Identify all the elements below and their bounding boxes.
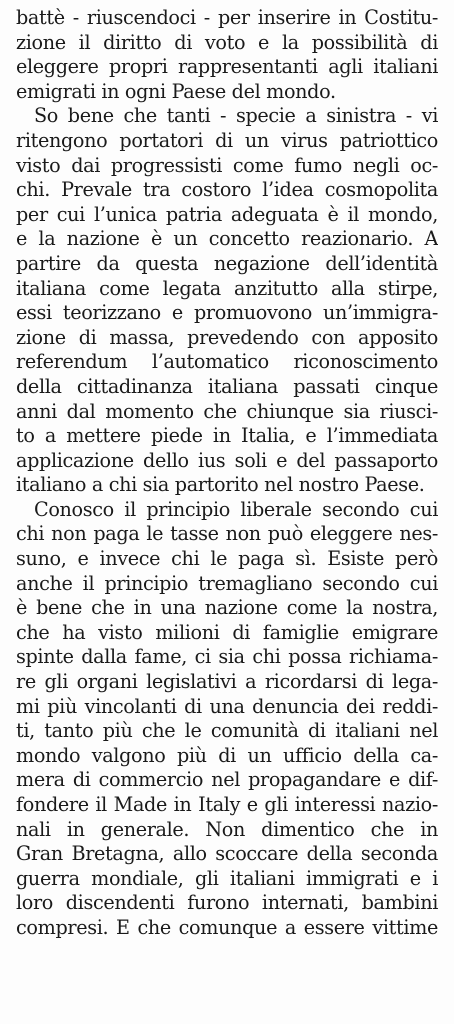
- text-line: della cittadinanza italiana passati cinque: [16, 374, 438, 398]
- article-column: [16, 6, 438, 941]
- text-line: spinte dalla fame, ci sia chi possa richiama-: [16, 645, 438, 669]
- text-line: Gran Bretagna, allo scoccare della seconda: [16, 842, 438, 866]
- text-line: mondo valgono più di un ufficio della ca-: [16, 743, 438, 767]
- text-line: zione di massa, prevedendo con apposito: [16, 325, 438, 349]
- text-line: ti, tanto più che le comunità di italiani nel: [16, 719, 438, 743]
- text-line: loro discendenti furono internati, bambini: [16, 891, 438, 915]
- text-line: suno, e invece chi le paga sì. Esiste però: [16, 547, 438, 571]
- text-line: partire da questa negazione dell’identità: [16, 251, 438, 275]
- text-line: visto dai progressisti come fumo negli oc-: [16, 153, 438, 177]
- text-line: applicazione dello ius soli e del passaporto: [16, 448, 438, 472]
- text-line: anche il principio tremagliano secondo cui: [16, 571, 438, 595]
- text-line: è bene che in una nazione come la nostra,: [16, 596, 438, 620]
- text-line: eleggere propri rappresentanti agli italiani: [16, 55, 438, 79]
- text-line: to a mettere piede in Italia, e l’immediata: [16, 424, 438, 448]
- text-line: Conosco il principio liberale secondo cui: [34, 497, 438, 521]
- text-line: essi teorizzano e promuovono un’immigra-: [16, 301, 438, 325]
- text-line: chi. Prevale tra costoro l’idea cosmopolita: [16, 178, 438, 202]
- paragraph-3: [16, 498, 438, 941]
- paragraph-1: [16, 6, 438, 104]
- text-line: nali in generale. Non dimentico che in: [16, 817, 438, 841]
- text-line: mera di commercio nel propagandare e dif-: [16, 768, 438, 792]
- text-line: emigrati in ogni Paese del mondo.: [16, 79, 336, 103]
- text-line: zione il diritto di voto e la possibilità di: [16, 30, 438, 54]
- text-line: So bene che tanti - specie a sinistra - vi: [34, 104, 438, 128]
- text-line: per cui l’unica patria adeguata è il mondo,: [16, 202, 438, 226]
- text-line: chi non paga le tasse non può eleggere nes-: [16, 522, 438, 546]
- text-line: re gli organi legislativi a ricordarsi di lega-: [16, 670, 438, 694]
- text-line: battè - riuscendoci - per inserire in Costitu-: [16, 6, 438, 29]
- text-line: italiano a chi sia partorito nel nostro Paese.: [16, 473, 425, 497]
- text-line: referendum l’automatico riconoscimento: [16, 350, 438, 374]
- paragraph-2: [16, 104, 438, 498]
- text-line: anni dal momento che chiunque sia riusci-: [16, 399, 438, 423]
- text-line: che ha visto milioni di famiglie emigrare: [16, 620, 438, 644]
- text-line: ritengono portatori di un virus patriottico: [16, 128, 438, 152]
- text-line: fondere il Made in Italy e gli interessi nazio-: [16, 793, 438, 816]
- text-line: compresi. E che comunque a essere vittime: [16, 915, 438, 939]
- text-line: italiana come legata anzitutto alla stirpe,: [16, 276, 438, 300]
- text-line: e la nazione è un concetto reazionario. A: [16, 227, 438, 251]
- text-line: guerra mondiale, gli italiani immigrati e i: [16, 866, 438, 890]
- text-line: mi più vincolanti di una denuncia dei reddi-: [16, 694, 438, 718]
